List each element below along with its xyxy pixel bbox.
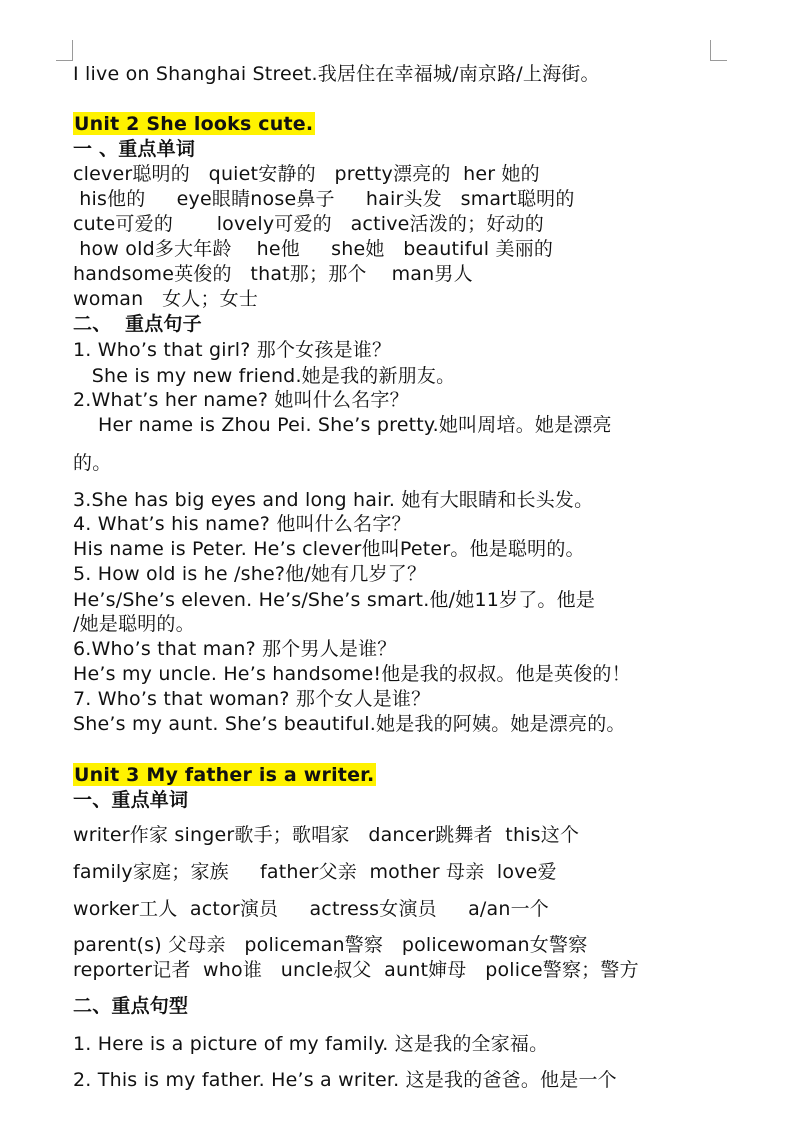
unit2-vocab-line: woman 女人；女士 bbox=[73, 288, 259, 310]
unit3-vocab-line: reporter记者 who谁 uncle叔父 aunt婶母 police警察；警方 bbox=[73, 959, 639, 981]
unit3-vocab-line: worker工人 actor演员 actress女演员 a/an一个 bbox=[73, 898, 550, 920]
unit2-vocab-line: handsome英俊的 that那；那个 man男人 bbox=[73, 263, 473, 285]
unit2-vocab-line: how old多大年龄 he他 she她 beautiful 美丽的 bbox=[73, 238, 554, 260]
unit2-sentence-line: 3.She has big eyes and long hair. 她有大眼睛和长头发。 bbox=[73, 489, 594, 511]
unit2-sentence-line: 的。 bbox=[73, 452, 112, 474]
unit2-vocab-heading: 一 、重点单词 bbox=[73, 138, 196, 160]
unit2-title: Unit 2 She looks cute. bbox=[74, 113, 314, 135]
unit3-sentences-heading: 二、重点句型 bbox=[73, 995, 189, 1017]
unit2-sentence-line: She is my new friend.她是我的新朋友。 bbox=[73, 365, 456, 387]
unit2-sentence-line: 5. How old is he /she?他/她有几岁了？ bbox=[73, 563, 427, 585]
unit2-vocab-line: cute可爱的 lovely可爱的 active活泼的；好动的 bbox=[73, 213, 544, 235]
page-corner-mark-left bbox=[56, 40, 73, 61]
unit2-vocab-line: clever聪明的 quiet安静的 pretty漂亮的 her 她的 bbox=[73, 163, 540, 185]
unit2-sentence-line: Her name is Zhou Pei. She’s pretty.她叫周培。她是漂亮 bbox=[73, 414, 612, 436]
unit3-title: Unit 3 My father is a writer. bbox=[74, 764, 375, 786]
unit3-vocab-line: writer作家 singer歌手；歌唱家 dancer跳舞者 this这个 bbox=[73, 824, 580, 846]
unit2-sentence-line: 2.What’s her name? 她叫什么名字？ bbox=[73, 389, 409, 411]
unit2-sentence-line: He’s/She’s eleven. He’s/She’s smart.他/她11岁了。他是 bbox=[73, 589, 596, 611]
unit2-sentences-heading: 二、 重点句子 bbox=[73, 313, 202, 335]
unit2-sentence-line: He’s my uncle. He’s handsome!他是我的叔叔。他是英俊的！ bbox=[73, 663, 631, 685]
page-corner-mark-right bbox=[710, 40, 727, 61]
unit2-sentence-line: She’s my aunt. She’s beautiful.她是我的阿姨。她是漂亮的。 bbox=[73, 713, 626, 735]
unit3-vocab-line: parent(s) 父母亲 policeman警察 policewoman女警察 bbox=[73, 934, 588, 956]
unit2-sentence-line: 6.Who’s that man? 那个男人是谁？ bbox=[73, 638, 397, 660]
intro-line: I live on Shanghai Street.我居住在幸福城/南京路/上海街。 bbox=[73, 63, 600, 85]
unit2-vocab-line: his他的 eye眼睛nose鼻子 hair头发 smart聪明的 bbox=[73, 188, 575, 210]
unit2-sentence-line: /她是聪明的。 bbox=[73, 613, 195, 635]
unit2-sentence-line: 4. What’s his name? 他叫什么名字？ bbox=[73, 513, 411, 535]
unit3-vocab-heading: 一、重点单词 bbox=[73, 789, 189, 811]
unit2-sentence-line: 7. Who’s that woman? 那个女人是谁？ bbox=[73, 688, 431, 710]
unit3-sentence-line: 2. This is my father. He’s a writer. 这是我的爸爸。他是一个 bbox=[73, 1069, 617, 1091]
unit2-sentence-line: His name is Peter. He’s clever他叫Peter。他是聪明的。 bbox=[73, 538, 585, 560]
unit3-sentence-line: 1. Here is a picture of my family. 这是我的全家福。 bbox=[73, 1033, 549, 1055]
unit2-sentence-line: 1. Who’s that girl? 那个女孩是谁？ bbox=[73, 339, 392, 361]
unit3-vocab-line: family家庭；家族 father父亲 mother 母亲 love爱 bbox=[73, 861, 557, 883]
